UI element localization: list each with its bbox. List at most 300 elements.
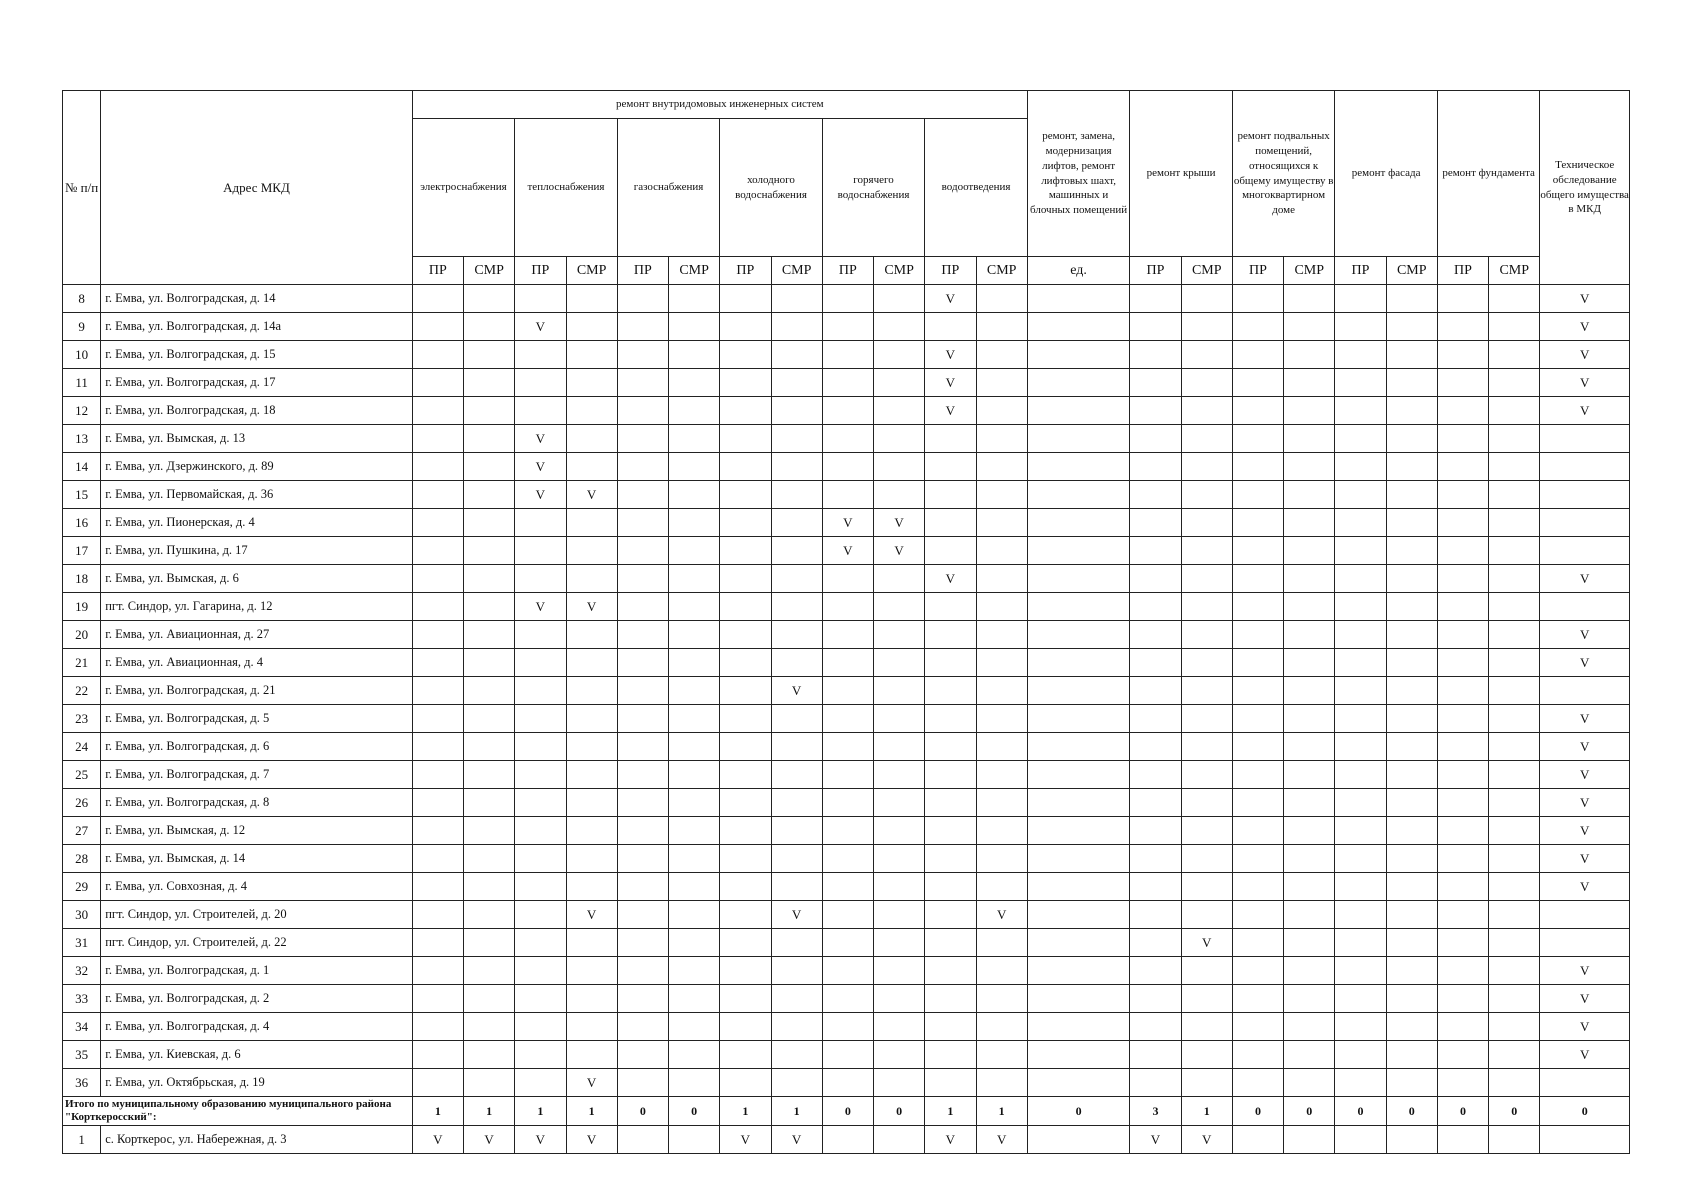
row-address: пгт. Синдор, ул. Гагарина, д. 12 — [101, 593, 413, 621]
mark-cell — [720, 509, 771, 537]
mark-cell — [976, 1013, 1027, 1041]
mark-cell — [515, 1041, 566, 1069]
mark-cell — [1335, 453, 1386, 481]
mark-cell — [874, 453, 925, 481]
mark-cell — [822, 1013, 873, 1041]
mark-cell — [1335, 985, 1386, 1013]
mark-cell — [1386, 929, 1437, 957]
mark-cell — [669, 285, 720, 313]
mark-cell — [669, 705, 720, 733]
mark-cell — [464, 957, 515, 985]
mark-cell — [1027, 565, 1130, 593]
mark-cell — [1181, 845, 1232, 873]
mark-cell — [1540, 509, 1630, 537]
mark-cell — [1284, 789, 1335, 817]
row-address: г. Емва, ул. Совхозная, д. 4 — [101, 873, 413, 901]
mark-cell — [720, 845, 771, 873]
mark-cell — [1386, 845, 1437, 873]
mark-cell: V — [822, 509, 873, 537]
mark-cell — [720, 481, 771, 509]
table-row — [63, 901, 1630, 929]
total-value: 0 — [1284, 1097, 1335, 1126]
roof-header: ремонт крыши — [1130, 91, 1233, 257]
mark-cell — [1540, 537, 1630, 565]
pr-subheader: ПР — [822, 257, 873, 285]
mark-cell — [1386, 873, 1437, 901]
mark-cell — [566, 733, 617, 761]
mark-cell — [822, 285, 873, 313]
mark-cell — [720, 313, 771, 341]
mark-cell — [1335, 481, 1386, 509]
mark-cell — [669, 677, 720, 705]
mark-cell — [925, 1069, 976, 1097]
mark-cell — [822, 1069, 873, 1097]
mark-cell — [1027, 929, 1130, 957]
mark-cell — [874, 873, 925, 901]
mark-cell — [925, 733, 976, 761]
mark-cell: V — [1540, 285, 1630, 313]
mark-cell: V — [515, 425, 566, 453]
mark-cell — [822, 901, 873, 929]
total-value: 1 — [566, 1097, 617, 1126]
mark-cell — [412, 369, 463, 397]
smr-subheader: СМР — [771, 257, 822, 285]
row-address: г. Емва, ул. Киевская, д. 6 — [101, 1041, 413, 1069]
mark-cell — [720, 341, 771, 369]
mark-cell: V — [566, 593, 617, 621]
mark-cell — [1181, 621, 1232, 649]
mark-cell: V — [1540, 313, 1630, 341]
mark-cell — [617, 705, 668, 733]
mark-cell — [976, 1069, 1027, 1097]
mark-cell — [1284, 761, 1335, 789]
mark-cell — [771, 341, 822, 369]
mark-cell — [1540, 677, 1630, 705]
mark-cell — [771, 397, 822, 425]
mark-cell — [822, 733, 873, 761]
mark-cell — [515, 845, 566, 873]
mark-cell — [822, 453, 873, 481]
mark-cell: V — [1540, 873, 1630, 901]
mark-cell — [515, 817, 566, 845]
mark-cell: V — [874, 509, 925, 537]
sewerage-header: водоотведения — [925, 119, 1028, 257]
mark-cell — [925, 453, 976, 481]
mark-cell — [464, 1041, 515, 1069]
mark-cell: V — [515, 481, 566, 509]
row-number: 11 — [63, 369, 101, 397]
mark-cell — [925, 845, 976, 873]
gas-header: газоснабжения — [617, 119, 720, 257]
mark-cell: V — [1540, 369, 1630, 397]
table-row — [63, 481, 1630, 509]
mark-cell — [566, 873, 617, 901]
mark-cell — [925, 1013, 976, 1041]
mark-cell — [566, 285, 617, 313]
mark-cell — [1437, 705, 1488, 733]
mark-cell — [669, 1126, 720, 1154]
row-address: г. Емва, ул. Волгоградская, д. 7 — [101, 761, 413, 789]
mark-cell — [1489, 985, 1540, 1013]
mark-cell — [1181, 1041, 1232, 1069]
mark-cell — [669, 1041, 720, 1069]
mark-cell — [1437, 845, 1488, 873]
row-number: 16 — [63, 509, 101, 537]
mark-cell — [976, 621, 1027, 649]
row-number: 27 — [63, 817, 101, 845]
mark-cell — [720, 285, 771, 313]
mark-cell — [771, 929, 822, 957]
mark-cell — [1335, 397, 1386, 425]
mark-cell — [1130, 705, 1181, 733]
mark-cell — [1232, 1013, 1283, 1041]
mark-cell — [566, 537, 617, 565]
mark-cell — [771, 285, 822, 313]
mark-cell — [874, 341, 925, 369]
mark-cell — [566, 929, 617, 957]
mark-cell — [1335, 537, 1386, 565]
mark-cell — [1130, 957, 1181, 985]
mark-cell — [1437, 593, 1488, 621]
mark-cell — [1489, 733, 1540, 761]
mark-cell — [617, 593, 668, 621]
total-value: 0 — [1232, 1097, 1283, 1126]
mark-cell — [617, 761, 668, 789]
mark-cell — [874, 761, 925, 789]
mark-cell — [617, 817, 668, 845]
mark-cell — [822, 369, 873, 397]
mark-cell: V — [771, 677, 822, 705]
mark-cell — [1437, 985, 1488, 1013]
mark-cell — [1130, 621, 1181, 649]
mark-cell — [771, 957, 822, 985]
mark-cell — [1284, 285, 1335, 313]
mark-cell — [1386, 705, 1437, 733]
mark-cell — [1232, 369, 1283, 397]
row-address: пгт. Синдор, ул. Строителей, д. 20 — [101, 901, 413, 929]
mark-cell — [1540, 593, 1630, 621]
mark-cell — [464, 761, 515, 789]
mark-cell — [669, 817, 720, 845]
mark-cell — [464, 285, 515, 313]
mark-cell — [874, 1069, 925, 1097]
mark-cell — [1027, 425, 1130, 453]
mark-cell — [464, 873, 515, 901]
mark-cell — [1027, 1069, 1130, 1097]
smr-subheader: СМР — [669, 257, 720, 285]
mark-cell — [925, 425, 976, 453]
mark-cell — [1027, 341, 1130, 369]
mark-cell — [515, 677, 566, 705]
mark-cell — [617, 453, 668, 481]
mark-cell — [1284, 845, 1335, 873]
mark-cell — [669, 761, 720, 789]
mark-cell — [720, 1013, 771, 1041]
mark-cell — [412, 453, 463, 481]
row-address: с. Корткерос, ул. Набережная, д. 3 — [101, 1126, 413, 1154]
row-number: 32 — [63, 957, 101, 985]
mark-cell — [669, 397, 720, 425]
mark-cell — [464, 705, 515, 733]
mark-cell — [1335, 313, 1386, 341]
mark-cell: V — [1181, 929, 1232, 957]
mark-cell — [412, 509, 463, 537]
pr-subheader: ПР — [1437, 257, 1488, 285]
mark-cell — [617, 957, 668, 985]
mark-cell — [976, 481, 1027, 509]
mark-cell — [1386, 453, 1437, 481]
pr-subheader: ПР — [515, 257, 566, 285]
mark-cell — [720, 565, 771, 593]
mark-cell — [1027, 509, 1130, 537]
mark-cell — [1027, 397, 1130, 425]
mark-cell — [925, 649, 976, 677]
mark-cell — [669, 901, 720, 929]
mark-cell — [822, 565, 873, 593]
mark-cell — [822, 1041, 873, 1069]
mark-cell — [1386, 397, 1437, 425]
mark-cell — [1232, 985, 1283, 1013]
mark-cell — [1489, 845, 1540, 873]
mark-cell — [1027, 985, 1130, 1013]
row-number: 8 — [63, 285, 101, 313]
mark-cell — [1335, 1126, 1386, 1154]
mark-cell — [1335, 285, 1386, 313]
mark-cell — [1232, 593, 1283, 621]
row-address: г. Емва, ул. Авиационная, д. 4 — [101, 649, 413, 677]
mark-cell — [874, 593, 925, 621]
mark-cell — [1130, 425, 1181, 453]
mark-cell — [822, 1126, 873, 1154]
mark-cell — [617, 845, 668, 873]
mark-cell — [976, 313, 1027, 341]
mark-cell — [1437, 285, 1488, 313]
mark-cell — [1181, 761, 1232, 789]
total-value: 1 — [771, 1097, 822, 1126]
mark-cell — [1232, 761, 1283, 789]
mark-cell — [1027, 481, 1130, 509]
mark-cell — [1130, 1069, 1181, 1097]
mark-cell — [1181, 677, 1232, 705]
mark-cell — [1386, 1013, 1437, 1041]
hot-water-header: горячего водоснабжения — [822, 119, 925, 257]
mark-cell — [1540, 425, 1630, 453]
mark-cell — [566, 341, 617, 369]
row-number: 21 — [63, 649, 101, 677]
mark-cell — [1489, 509, 1540, 537]
mark-cell — [1027, 453, 1130, 481]
mark-cell — [822, 397, 873, 425]
mark-cell: V — [976, 1126, 1027, 1154]
mark-cell — [1489, 425, 1540, 453]
mark-cell — [1027, 1126, 1130, 1154]
mark-cell — [1386, 593, 1437, 621]
table-row — [63, 761, 1630, 789]
mark-cell — [1335, 817, 1386, 845]
mark-cell: V — [1130, 1126, 1181, 1154]
mark-cell — [1386, 789, 1437, 817]
mark-cell — [976, 341, 1027, 369]
total-value: 1 — [464, 1097, 515, 1126]
mark-cell — [412, 873, 463, 901]
mark-cell — [412, 537, 463, 565]
row-number: 1 — [63, 1126, 101, 1154]
mark-cell — [1284, 1013, 1335, 1041]
mark-cell — [1335, 733, 1386, 761]
mark-cell — [1284, 705, 1335, 733]
mark-cell: V — [925, 369, 976, 397]
mark-cell — [1489, 817, 1540, 845]
smr-subheader: СМР — [976, 257, 1027, 285]
mark-cell — [669, 593, 720, 621]
mark-cell — [515, 705, 566, 733]
mark-cell — [515, 341, 566, 369]
row-number: 28 — [63, 845, 101, 873]
mark-cell — [464, 565, 515, 593]
mark-cell — [874, 313, 925, 341]
mark-cell — [464, 901, 515, 929]
mark-cell — [874, 1013, 925, 1041]
mark-cell — [1386, 285, 1437, 313]
mark-cell — [1232, 453, 1283, 481]
row-address: пгт. Синдор, ул. Строителей, д. 22 — [101, 929, 413, 957]
mark-cell — [822, 957, 873, 985]
mark-cell — [669, 1013, 720, 1041]
mark-cell — [1284, 341, 1335, 369]
mark-cell — [1335, 425, 1386, 453]
mark-cell — [1027, 369, 1130, 397]
mark-cell — [515, 285, 566, 313]
mark-cell — [874, 733, 925, 761]
mark-cell: V — [412, 1126, 463, 1154]
row-address: г. Емва, ул. Волгоградская, д. 14 — [101, 285, 413, 313]
mark-cell — [874, 425, 925, 453]
pr-subheader: ПР — [617, 257, 668, 285]
total-value: 3 — [1130, 1097, 1181, 1126]
mark-cell — [1386, 733, 1437, 761]
mark-cell — [1232, 789, 1283, 817]
mark-cell — [1284, 817, 1335, 845]
mark-cell — [515, 537, 566, 565]
mark-cell — [464, 593, 515, 621]
mark-cell — [617, 1013, 668, 1041]
mark-cell — [822, 593, 873, 621]
mark-cell — [822, 313, 873, 341]
mark-cell — [1130, 677, 1181, 705]
mark-cell — [1437, 817, 1488, 845]
mark-cell — [925, 985, 976, 1013]
mark-cell — [1130, 369, 1181, 397]
row-number: 14 — [63, 453, 101, 481]
mark-cell — [412, 929, 463, 957]
mark-cell — [566, 621, 617, 649]
row-number: 13 — [63, 425, 101, 453]
mark-cell — [617, 369, 668, 397]
mark-cell — [925, 789, 976, 817]
mark-cell — [1284, 453, 1335, 481]
mark-cell — [1027, 1013, 1130, 1041]
row-number: 34 — [63, 1013, 101, 1041]
mark-cell — [1386, 957, 1437, 985]
mark-cell — [925, 593, 976, 621]
mark-cell — [1335, 873, 1386, 901]
mark-cell — [976, 929, 1027, 957]
mark-cell — [1437, 789, 1488, 817]
mark-cell — [566, 761, 617, 789]
row-address: г. Емва, ул. Волгоградская, д. 17 — [101, 369, 413, 397]
mark-cell: V — [566, 1069, 617, 1097]
total-label: Итого по муниципальному образованию муниципального района "Корткеросский": — [63, 1097, 413, 1126]
mark-cell: V — [515, 1126, 566, 1154]
mark-cell — [464, 453, 515, 481]
mark-cell — [669, 341, 720, 369]
mark-cell — [771, 565, 822, 593]
pr-subheader: ПР — [720, 257, 771, 285]
mark-cell — [976, 677, 1027, 705]
row-address: г. Емва, ул. Волгоградская, д. 1 — [101, 957, 413, 985]
mark-cell — [1130, 901, 1181, 929]
mark-cell — [1437, 425, 1488, 453]
mark-cell — [720, 677, 771, 705]
mark-cell — [412, 957, 463, 985]
mark-cell — [1232, 285, 1283, 313]
mark-cell — [515, 761, 566, 789]
table-row — [63, 677, 1630, 705]
mark-cell — [1232, 397, 1283, 425]
mark-cell — [1027, 817, 1130, 845]
mark-cell — [720, 453, 771, 481]
mark-cell — [669, 649, 720, 677]
mark-cell — [669, 929, 720, 957]
mark-cell — [1489, 593, 1540, 621]
mark-cell — [1437, 509, 1488, 537]
mark-cell — [464, 621, 515, 649]
mark-cell — [617, 537, 668, 565]
table-row — [63, 369, 1630, 397]
mark-cell — [1284, 537, 1335, 565]
row-number: 17 — [63, 537, 101, 565]
mark-cell — [1232, 537, 1283, 565]
row-number: 12 — [63, 397, 101, 425]
row-number: 15 — [63, 481, 101, 509]
pr-subheader: ПР — [1335, 257, 1386, 285]
mark-cell — [1130, 341, 1181, 369]
mark-cell — [874, 901, 925, 929]
mark-cell — [1335, 677, 1386, 705]
mark-cell: V — [822, 537, 873, 565]
foundation-header: ремонт фундамента — [1437, 91, 1540, 257]
mark-cell — [1335, 593, 1386, 621]
mark-cell — [925, 621, 976, 649]
row-number: 18 — [63, 565, 101, 593]
mark-cell — [1335, 705, 1386, 733]
mark-cell — [1130, 593, 1181, 621]
mark-cell — [1027, 957, 1130, 985]
mark-cell — [720, 705, 771, 733]
mark-cell — [1335, 341, 1386, 369]
mark-cell — [1540, 901, 1630, 929]
mark-cell — [515, 621, 566, 649]
mark-cell — [1027, 285, 1130, 313]
mark-cell — [1437, 313, 1488, 341]
row-address: г. Емва, ул. Волгоградская, д. 8 — [101, 789, 413, 817]
mark-cell — [1386, 313, 1437, 341]
mark-cell — [669, 985, 720, 1013]
mark-cell — [464, 1069, 515, 1097]
mark-cell — [1437, 397, 1488, 425]
mark-cell — [617, 873, 668, 901]
mark-cell — [1130, 509, 1181, 537]
